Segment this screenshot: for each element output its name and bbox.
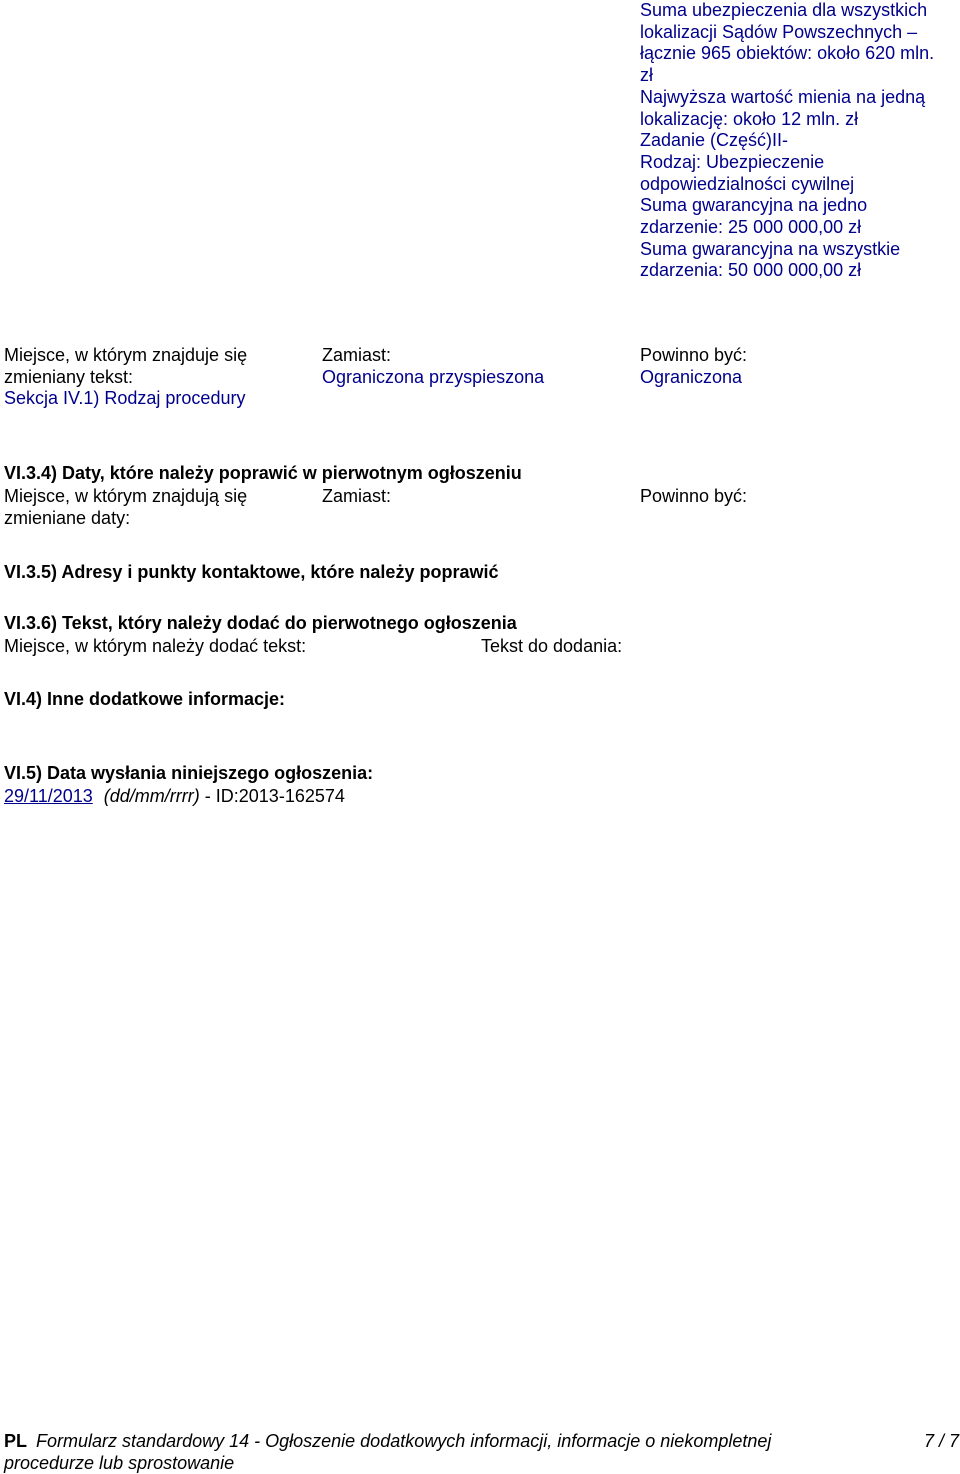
text-line: Zadanie (Część)II- [640,130,789,151]
change-location-value: Sekcja IV.1) Rodzaj procedury [4,388,246,409]
text-line: lokalizację: około 12 mln. zł [640,108,859,129]
change-location-label [4,345,304,410]
page-number: 7 / 7 [924,1431,960,1451]
text-line: Najwyższa wartość mienia na jedną [640,86,926,107]
should-column [640,345,747,388]
text-line: Suma gwarancyjna na wszystkie [640,238,901,259]
section-vi36-heading: VI.3.6) Tekst, który należy dodać do pierwotnego ogłoszenia [4,613,517,633]
instead-value: Ograniczona przyspieszona [322,366,545,387]
dispatch-date: 29/11/2013 [4,786,93,806]
text-line: Suma ubezpieczenia dla wszystkich [640,0,928,20]
text-line: zdarzenia: 50 000 000,00 zł [640,260,862,281]
text-line: Rodzaj: Ubezpieczenie [640,151,825,172]
footer [4,1431,864,1474]
dates-location-label-line1: Miejsce, w którym znajdują się [4,486,248,506]
footer-lang: PL [4,1431,28,1451]
change-location-label-line2: zmieniany tekst: [4,366,134,387]
section-vi34-heading: VI.3.4) Daty, które należy poprawić w pierwotnym ogłoszeniu [4,463,522,483]
dates-should-label: Powinno być: [640,486,748,506]
text-line: łącznie 965 obiektów: około 620 mln. [640,43,935,64]
section-vi5-heading: VI.5) Data wysłania niniejszego ogłoszenia: [4,763,374,783]
insurance-details-block [640,0,958,282]
text-line: odpowiedzialności cywilnej [640,173,855,194]
date-format: (dd/mm/rrrr) [103,786,200,806]
dates-location-label-line2: zmieniane daty: [4,507,131,528]
instead-label: Zamiast: [322,345,392,365]
dates-location-label [4,486,304,529]
text-line: Suma gwarancyjna na jedno [640,195,868,216]
text-line: zdarzenie: 25 000 000,00 zł [640,217,862,238]
text-line: lokalizacji Sądów Powszechnych – [640,21,918,42]
footer-form-name: Formularz standardowy 14 - Ogłoszenie dodatkowych informacji, informacje o niekompletnej procedurze lub sprostowanie [4,1431,772,1473]
add-text-label: Tekst do dodania: [481,636,623,656]
should-value: Ograniczona [640,366,743,387]
instead-column [322,345,544,388]
should-label: Powinno być: [640,345,748,365]
dates-instead-label: Zamiast: [322,486,392,506]
section-vi4-heading: VI.4) Inne dodatkowe informacje: [4,689,286,709]
text-line: zł [640,65,653,86]
add-text-location-label: Miejsce, w którym należy dodać tekst: [4,636,307,656]
section-vi35-heading: VI.3.5) Adresy i punkty kontaktowe, które należy poprawić [4,562,499,582]
dispatch-date-line [4,786,345,808]
notice-id: - ID:2013-162574 [204,786,345,806]
change-location-label-line1: Miejsce, w którym znajduje się [4,345,248,365]
